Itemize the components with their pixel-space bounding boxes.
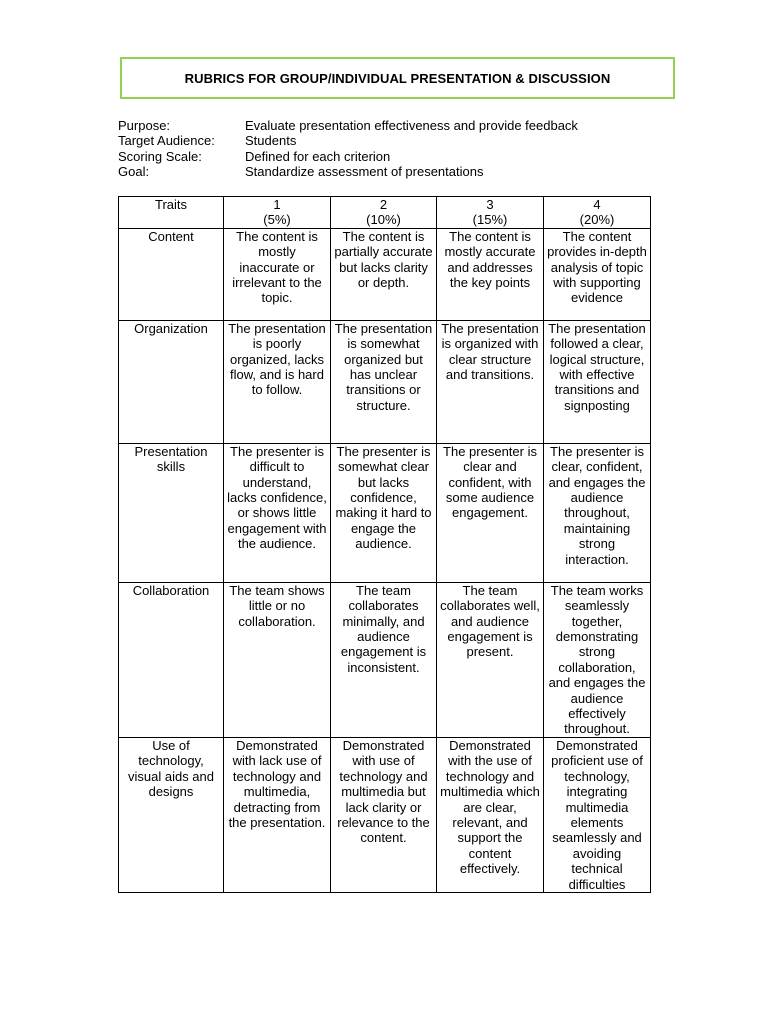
meta-row-target-audience [118, 133, 578, 148]
meta-label: Goal: [118, 163, 150, 179]
level-weight: (20%) [579, 212, 615, 228]
rubric-cell: The team collaborates well, and audience engagement is present. [437, 582, 544, 737]
rubric-cell: The content is mostly inaccurate or irrelevant to the topic. [224, 228, 331, 320]
rubric-cell: The presenter is difficult to understand, lacks confidence, or shows little engagement with the audience. [224, 443, 331, 582]
rubric-cell: The content is partially accurate but lacks clarity or depth. [331, 228, 437, 320]
rubric-cell: Demonstrated with lack use of technology and multimedia, detracting from the presentation. [224, 737, 331, 892]
trait-cell: Presentation skills [119, 443, 224, 582]
trait-cell: Organization [119, 320, 224, 443]
rubric-cell: The team collaborates minimally, and audience engagement is inconsistent. [331, 582, 437, 737]
rubric-cell: The presenter is clear and confident, with some audience engagement. [437, 443, 544, 582]
level-number: 3 [486, 197, 494, 212]
rubric-cell: The presenter is clear, confident, and engages the audience throughout, maintaining strong interaction. [544, 443, 651, 582]
meta-section [118, 118, 578, 179]
rubric-cell: The team shows little or no collaboration. [224, 582, 331, 737]
page-title: RUBRICS FOR GROUP/INDIVIDUAL PRESENTATION & DISCUSSION [184, 70, 611, 86]
rubric-cell: The team works seamlessly together, demonstrating strong collaboration, and engages the audience effectively throughout. [544, 582, 651, 737]
level-weight: (5%) [263, 212, 291, 228]
rubric-cell: Demonstrated with use of technology and multimedia but lack clarity or relevance to the content. [331, 737, 437, 892]
rubric-cell: The presenter is somewhat clear but lacks confidence, making it hard to engage the audience. [331, 443, 437, 582]
trait-cell: Content [119, 228, 224, 320]
meta-row-purpose [118, 118, 578, 133]
meta-value: Defined for each criterion [245, 148, 391, 164]
rubric-cell: The presentation is poorly organized, lacks flow, and is hard to follow. [224, 320, 331, 443]
meta-label: Scoring Scale: [118, 148, 202, 164]
rubric-cell: Demonstrated proficient use of technology, integrating multimedia elements seamlessly and avoiding technical difficulties [544, 737, 651, 892]
level-weight: (10%) [366, 212, 401, 228]
header-traits: Traits [119, 197, 224, 229]
level-number: 1 [273, 197, 281, 212]
rubric-cell: The presentation is somewhat organized but has unclear transitions or structure. [331, 320, 437, 443]
trait-cell: Use of technology, visual aids and designs [119, 737, 224, 892]
table-row-presentation-skills [119, 443, 651, 582]
header-level-1 [224, 197, 331, 229]
rubric-cell: Demonstrated with the use of technology and multimedia which are clear, relevant, and support the content effectively. [437, 737, 544, 892]
rubric-cell: The presentation is organized with clear structure and transitions. [437, 320, 544, 443]
meta-row-scoring-scale [118, 149, 578, 164]
level-number: 2 [379, 197, 388, 212]
rubric-cell: The content provides in-depth analysis of topic with supporting evidence [544, 228, 651, 320]
table-header-row [119, 197, 651, 229]
table-row-organization [119, 320, 651, 443]
table-row-collaboration [119, 582, 651, 737]
meta-value: Evaluate presentation effectiveness and provide feedback [245, 118, 578, 133]
table-row-content [119, 228, 651, 320]
rubric-cell: The content is mostly accurate and addresses the key points [437, 228, 544, 320]
header-level-2 [331, 197, 437, 229]
rubric-cell: The presentation followed a clear, logical structure, with effective transitions and signposting [544, 320, 651, 443]
rubric-table [118, 196, 651, 893]
header-level-3 [437, 197, 544, 229]
meta-label: Purpose: [118, 118, 171, 133]
meta-value: Standardize assessment of presentations [245, 163, 484, 179]
meta-value: Students [245, 133, 297, 149]
level-number: 4 [593, 197, 601, 212]
meta-label: Target Audience: [118, 133, 215, 149]
header-level-4 [544, 197, 651, 229]
trait-cell: Collaboration [119, 582, 224, 737]
table-row-use-of-technology [119, 737, 651, 892]
meta-row-goal [118, 164, 578, 179]
level-weight: (15%) [472, 212, 508, 228]
title-box [120, 57, 675, 99]
